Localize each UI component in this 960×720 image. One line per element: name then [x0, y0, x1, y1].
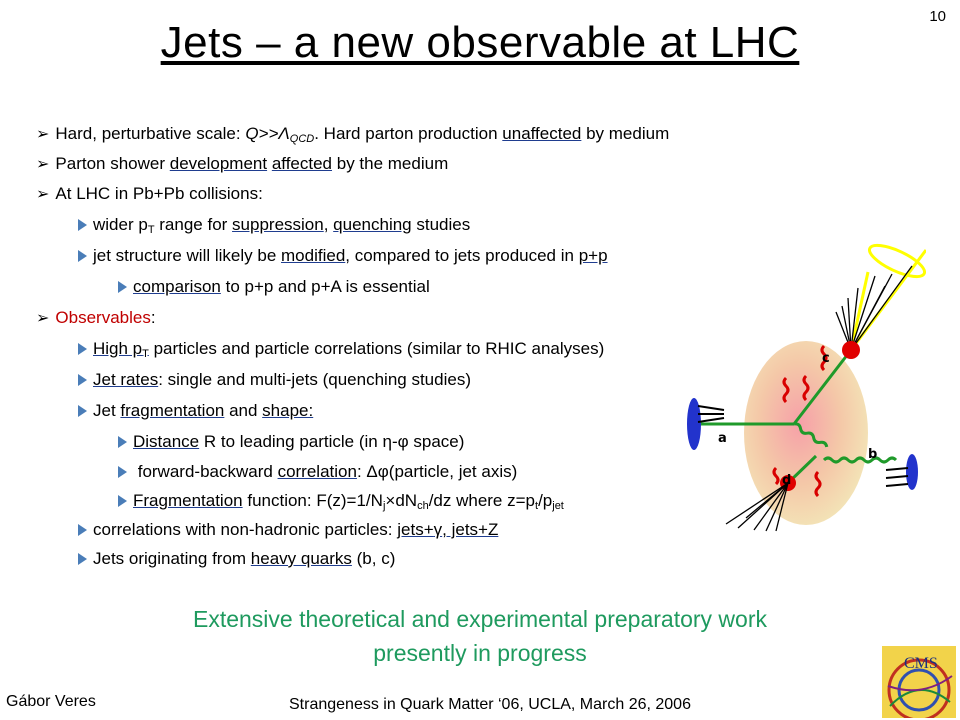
slide-number: 10 — [929, 8, 946, 25]
bullet-hard-scale: ➢ Hard, perturbative scale: $Q>>\Lambda_{QCD}$. Hard parton production unaffected by medium — [36, 124, 670, 145]
conclusion-line-1: Extensive theoretical and experimental preparatory work — [192, 606, 767, 632]
triangle-bullet-icon — [78, 343, 87, 355]
bullet-parton-shower: ➢ Parton shower development affected by the medium — [36, 154, 449, 173]
label-b: b — [868, 447, 878, 462]
conclusion-text — [0, 602, 960, 670]
triangle-bullet-icon — [78, 219, 87, 231]
sub-bullet-high-pt: High $p_T$ particles and particle correlations (similar to RHIC analyses) — [78, 339, 604, 364]
parton-vertex-c — [842, 341, 860, 359]
sub-bullet-wider-pt: wider $p_T$ range for suppression, quenching studies — [78, 215, 470, 240]
author-name: Gábor Veres — [6, 693, 96, 710]
triangle-bullet-icon — [78, 405, 87, 417]
jet-quenching-diagram — [676, 228, 926, 538]
sub-bullet-jet-structure: jet structure will likely be modified, compared to jets produced in p+p — [78, 246, 608, 266]
cms-logo — [882, 646, 956, 718]
footer-conference: Strangeness in Quark Matter ‘06, UCLA, March 26, 2006 — [289, 696, 691, 713]
sub-bullet-fragmentation-function: Fragmentation function: $F(z)=1/N_j\times dN_{ch}/dz$ where $z=p_t/p_{jet}$ — [118, 491, 564, 516]
label-c: c — [822, 351, 830, 366]
sub-bullet-correlation: forward-backward correlation: Δφ(particle, jet axis) — [118, 462, 517, 482]
triangle-bullet-icon — [78, 553, 87, 565]
triangle-bullet-icon — [118, 495, 127, 507]
triangle-bullet-icon — [78, 374, 87, 386]
bullet-observables: ➢ Observables: — [36, 308, 156, 327]
label-d: d — [782, 473, 792, 488]
triangle-bullet-icon — [118, 436, 127, 448]
conclusion-line-2: presently in progress — [373, 640, 587, 666]
triangle-bullet-icon — [118, 466, 127, 478]
label-a: a — [718, 431, 727, 446]
check-arrow-icon: ➢ — [36, 310, 50, 327]
sub-bullet-distance: Distance R to leading particle (in η-φ space) — [118, 432, 464, 452]
sub-bullet-jet-fragmentation: Jet fragmentation and shape: — [78, 401, 313, 421]
sub-bullet-comparison: comparison to p+p and p+A is essential — [118, 277, 430, 297]
bullet-lhc-pbpb: ➢ At LHC in Pb+Pb collisions: — [36, 184, 263, 203]
sub-bullet-non-hadronic: correlations with non-hadronic particles: jets+γ, jets+Z — [78, 520, 498, 540]
check-arrow-icon: ➢ — [36, 156, 50, 173]
sub-bullet-heavy-quarks: Jets originating from heavy quarks (b, c) — [78, 549, 395, 569]
jet-cone — [836, 239, 926, 350]
triangle-bullet-icon — [78, 250, 87, 262]
check-arrow-icon: ➢ — [36, 186, 50, 203]
triangle-bullet-icon — [118, 281, 127, 293]
slide-title: Jets – a new observable at LHC — [160, 18, 800, 67]
sub-bullet-jet-rates: Jet rates: single and multi-jets (quenching studies) — [78, 370, 471, 390]
cms-logo-text: CMS — [904, 655, 938, 672]
check-arrow-icon: ➢ — [36, 126, 50, 143]
triangle-bullet-icon — [78, 524, 87, 536]
